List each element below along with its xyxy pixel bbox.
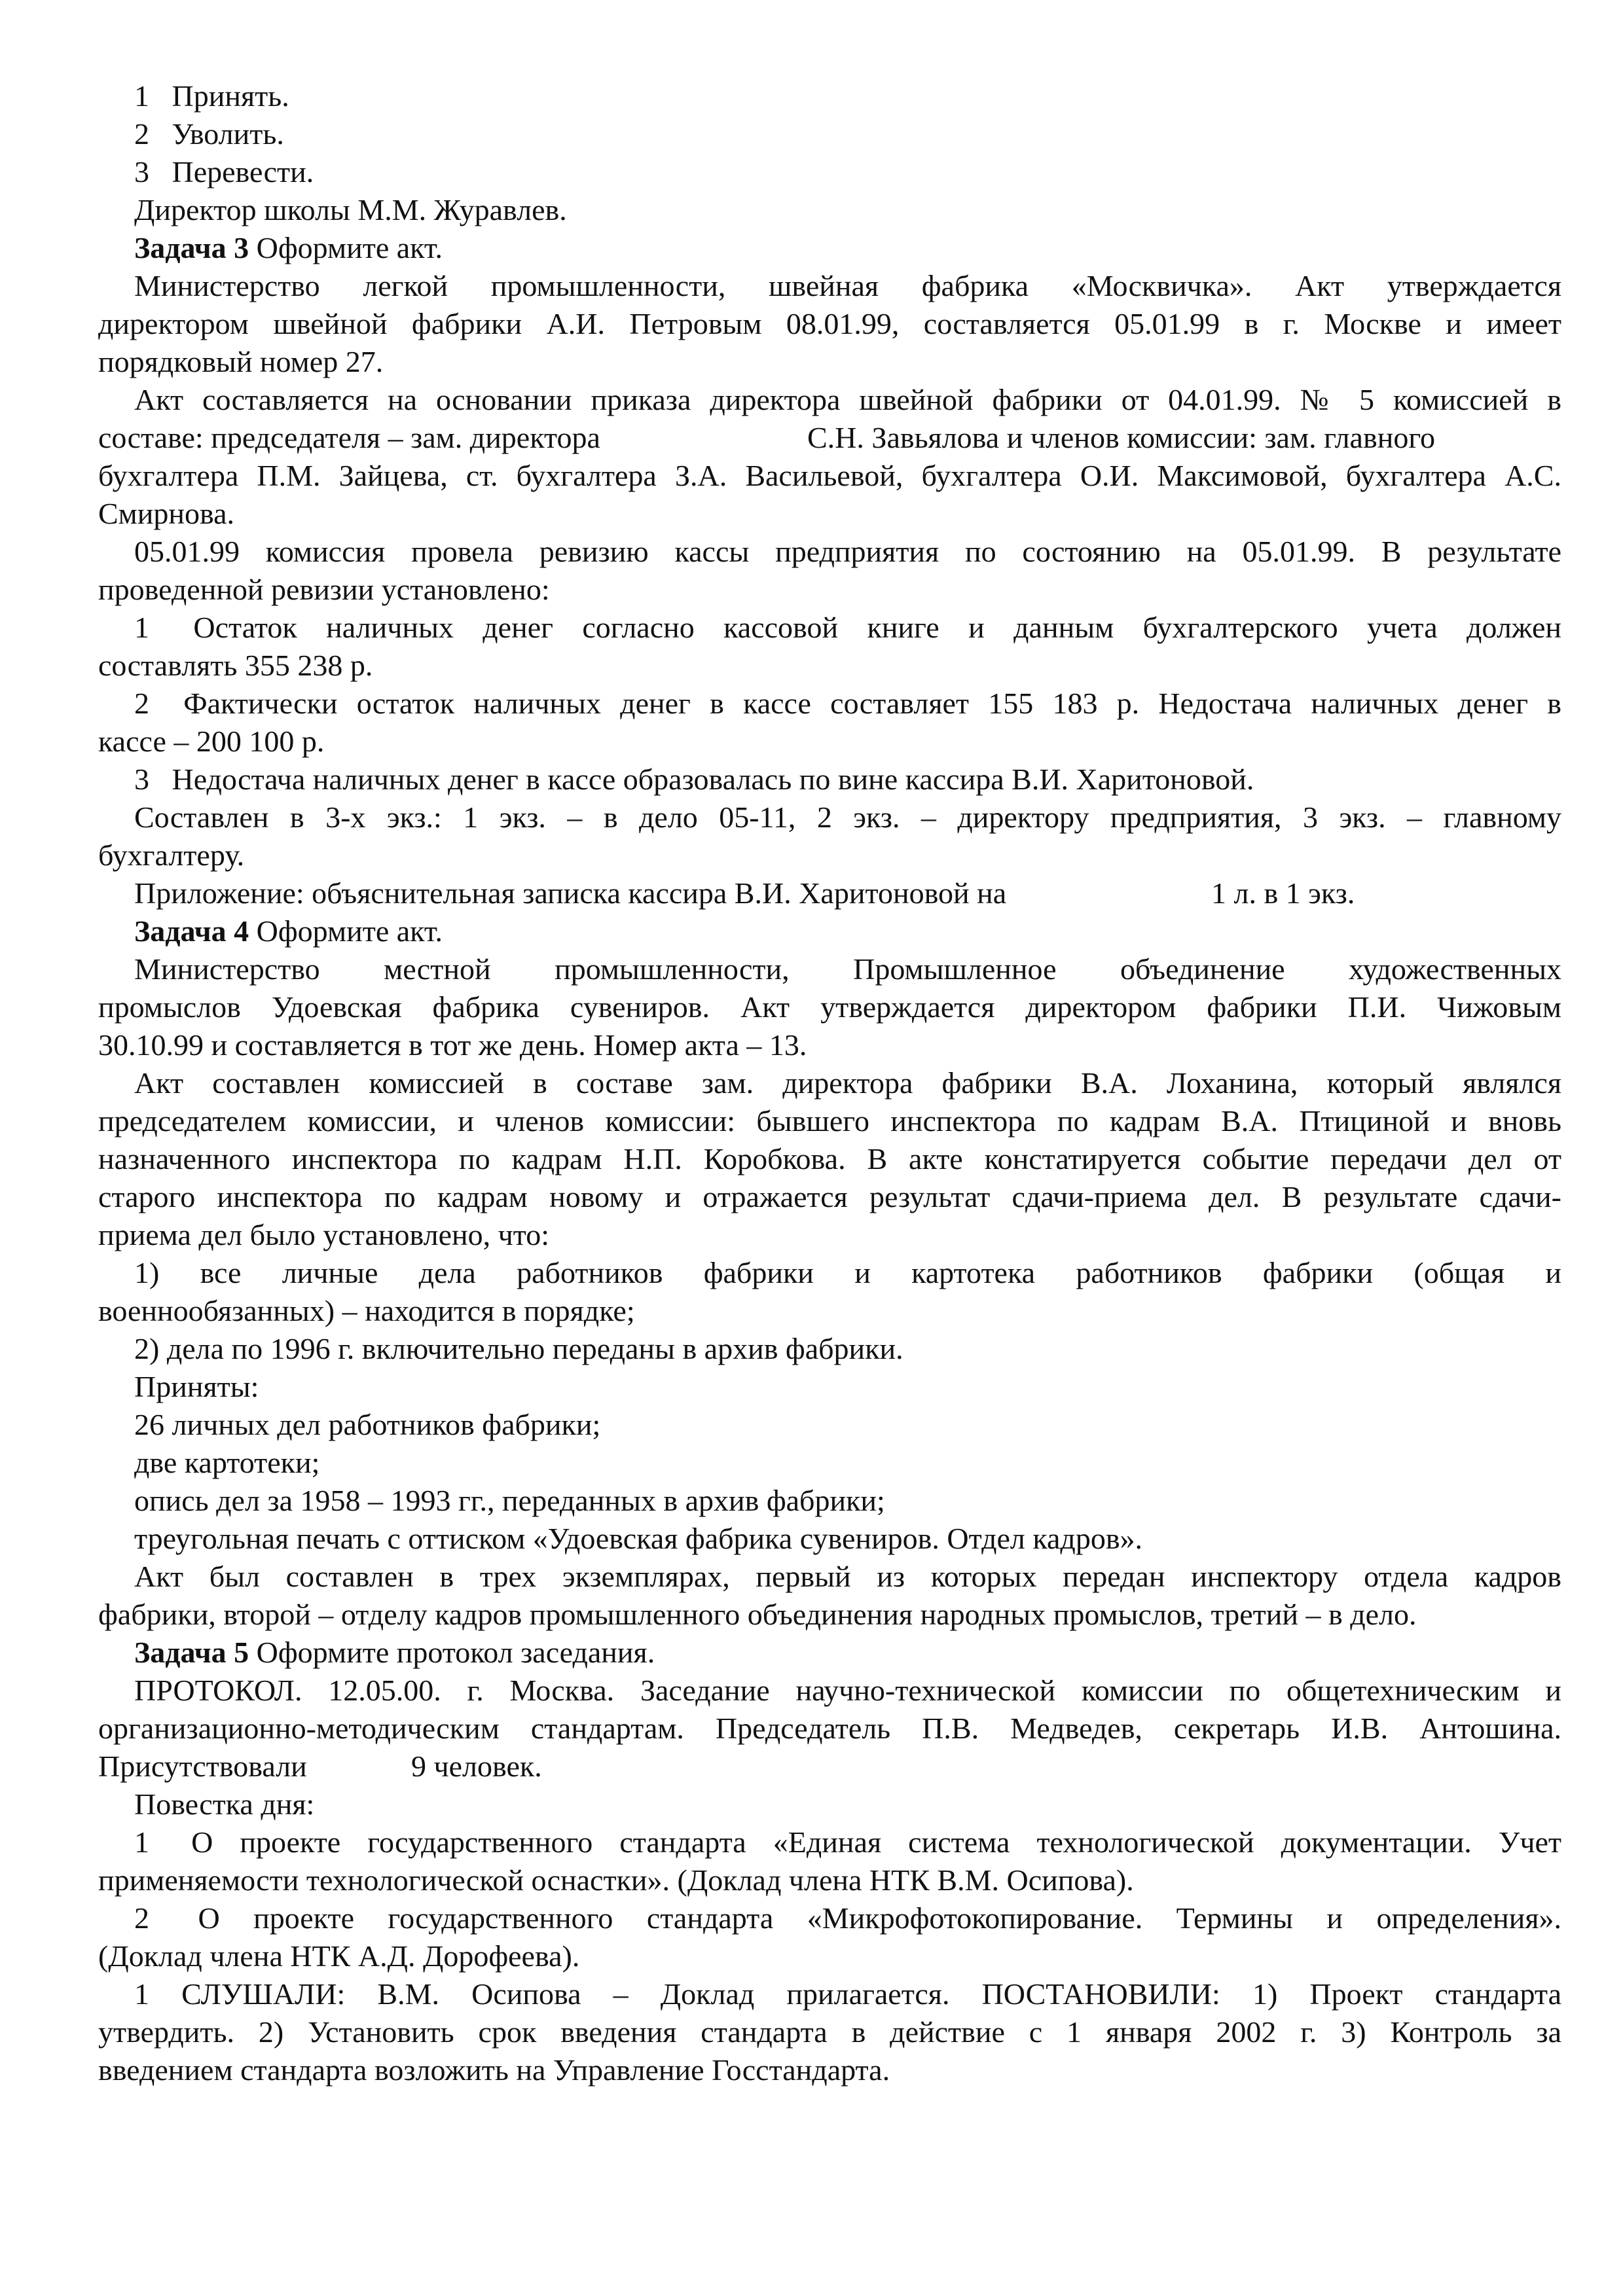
paragraph-line: организационно-методическим стандартам. Председатель П.В. Медведев, секретарь И.В. Антошина.	[98, 1712, 1561, 1745]
paragraph-line: 1 Остаток наличных денег согласно кассовой книге и данным бухгалтерского учета должен	[134, 611, 1561, 644]
paragraph-line: 3 Недостача наличных денег в кассе образовалась по вине кассира В.И. Харитоновой.	[134, 762, 1254, 796]
paragraph-line: треугольная печать с оттиском «Удоевская фабрика сувениров. Отдел кадров».	[134, 1522, 1143, 1555]
paragraph-line: 9 человек.	[411, 1749, 542, 1783]
task-4-heading	[134, 912, 443, 950]
paragraph-line: С.Н. Завьялова и членов комиссии: зам. главного	[807, 421, 1436, 454]
paragraph-line: военнообязанных) – находится в порядке;	[98, 1294, 635, 1327]
paragraph-line: старого инспектора по кадрам новому и отражается результат сдачи-приема дел. В результате сдачи-	[98, 1180, 1561, 1213]
paragraph-line: Приняты:	[134, 1370, 259, 1403]
paragraph-line: ПРОТОКОЛ. 12.05.00. г. Москва. Заседание научно-технической комиссии по общетехническим и	[134, 1674, 1561, 1707]
paragraph-line: Повестка дня:	[134, 1787, 315, 1821]
task-5-text: Оформите протокол заседания.	[249, 1636, 655, 1669]
list-item-accept: 1 Принять.	[134, 79, 289, 113]
paragraph-line: Акт составлен комиссией в составе зам. директора фабрики В.А. Лоханина, который являлся	[134, 1066, 1561, 1100]
paragraph-line: фабрики, второй – отделу кадров промышленного объединения народных промыслов, третий – в дело.	[98, 1598, 1417, 1631]
task-4-label: Задача 4	[134, 914, 249, 948]
paragraph-line: 1 О проекте государственного стандарта «Единая система технологической документации. Учет	[134, 1825, 1561, 1859]
paragraph-line: 26 личных дел работников фабрики;	[134, 1408, 601, 1441]
paragraph-line: составлять 355 238 р.	[98, 649, 373, 682]
paragraph-line: 30.10.99 и составляется в тот же день. Номер акта – 13.	[98, 1028, 807, 1062]
list-item-dismiss: 2 Уволить.	[134, 117, 284, 151]
paragraph-line: две картотеки;	[134, 1446, 320, 1479]
paragraph-line: 2 Фактически остаток наличных денег в кассе составляет 155 183 р. Недостача наличных денег в	[134, 687, 1561, 720]
paragraph-line: Смирнова.	[98, 497, 235, 530]
paragraph-line: Акт составляется на основании приказа директора швейной фабрики от 04.01.99. № 5 комиссией в	[134, 383, 1561, 416]
task-3-heading	[134, 229, 443, 267]
task-4-text: Оформите акт.	[249, 914, 443, 948]
paragraph-line: кассе – 200 100 р.	[98, 725, 325, 758]
paragraph-line: проведенной ревизии установлено:	[98, 573, 550, 606]
paragraph-line: 1 л. в 1 экз.	[1211, 876, 1355, 910]
paragraph-line: применяемости технологической оснастки». (Доклад члена НТК В.М. Осипова).	[98, 1863, 1134, 1897]
paragraph-line: введением стандарта возложить на Управление Госстандарта.	[98, 2053, 890, 2087]
list-item-transfer: 3 Перевести.	[134, 155, 314, 188]
paragraph-line: 2 О проекте государственного стандарта «Микрофотокопирование. Термины и определения».	[134, 1901, 1561, 1935]
paragraph-line: приема дел было установлено, что:	[98, 1218, 550, 1251]
paragraph-line: утвердить. 2) Установить срок введения стандарта в действие с 1 января 2002 г. 3) Контроль за	[98, 2015, 1561, 2049]
paragraph-line: опись дел за 1958 – 1993 гг., переданных в архив фабрики;	[134, 1484, 885, 1517]
paragraph-line: директором швейной фабрики А.И. Петровым 08.01.99, составляется 05.01.99 в г. Москве и имеет	[98, 307, 1561, 340]
paragraph-line: (Доклад члена НТК А.Д. Дорофеева).	[98, 1939, 580, 1973]
paragraph-line: Министерство местной промышленности, Промышленное объединение художественных	[134, 952, 1561, 986]
director-signature-line: Директор школы М.М. Журавлев.	[134, 193, 567, 226]
paragraph-line: промыслов Удоевская фабрика сувениров. Акт утверждается директором фабрики П.И. Чижовым	[98, 990, 1561, 1024]
paragraph-line: 1 СЛУШАЛИ: В.М. Осипова – Доклад прилагается. ПОСТАНОВИЛИ: 1) Проект стандарта	[134, 1977, 1561, 2011]
paragraph-line: бухгалтера П.М. Зайцева, ст. бухгалтера З.А. Васильевой, бухгалтера О.И. Максимовой, бухгалтера А.С.	[98, 459, 1561, 492]
paragraph-line: 2) дела по 1996 г. включительно переданы в архив фабрики.	[134, 1332, 903, 1365]
paragraph-line: Министерство легкой промышленности, швейная фабрика «Москвичка». Акт утверждается	[134, 269, 1561, 302]
paragraph-line: составе: председателя – зам. директора	[98, 421, 600, 454]
task-3-label: Задача 3	[134, 231, 249, 264]
task-3-text: Оформите акт.	[249, 231, 443, 264]
paragraph-line: 1) все личные дела работников фабрики и картотека работников фабрики (общая и	[134, 1256, 1561, 1289]
paragraph-line: бухгалтеру.	[98, 838, 245, 872]
task-5-label: Задача 5	[134, 1636, 249, 1669]
paragraph-line: порядковый номер 27.	[98, 345, 384, 378]
paragraph-line: Составлен в 3-х экз.: 1 экз. – в дело 05-11, 2 экз. – директору предприятия, 3 экз. – главному	[134, 800, 1561, 834]
paragraph-line: Присутствовали	[98, 1749, 307, 1783]
task-5-heading	[134, 1634, 655, 1672]
paragraph-line: Акт был составлен в трех экземплярах, первый из которых передан инспектору отдела кадров	[134, 1560, 1561, 1593]
paragraph-line: 05.01.99 комиссия провела ревизию кассы предприятия по состоянию на 05.01.99. В результате	[134, 535, 1561, 568]
paragraph-line: назначенного инспектора по кадрам Н.П. Коробкова. В акте констатируется событие передачи дел от	[98, 1142, 1561, 1175]
paragraph-line: председателем комиссии, и членов комиссии: бывшего инспектора по кадрам В.А. Птициной и вновь	[98, 1104, 1561, 1138]
paragraph-line: Приложение: объяснительная записка кассира В.И. Харитоновой на	[134, 876, 1007, 910]
